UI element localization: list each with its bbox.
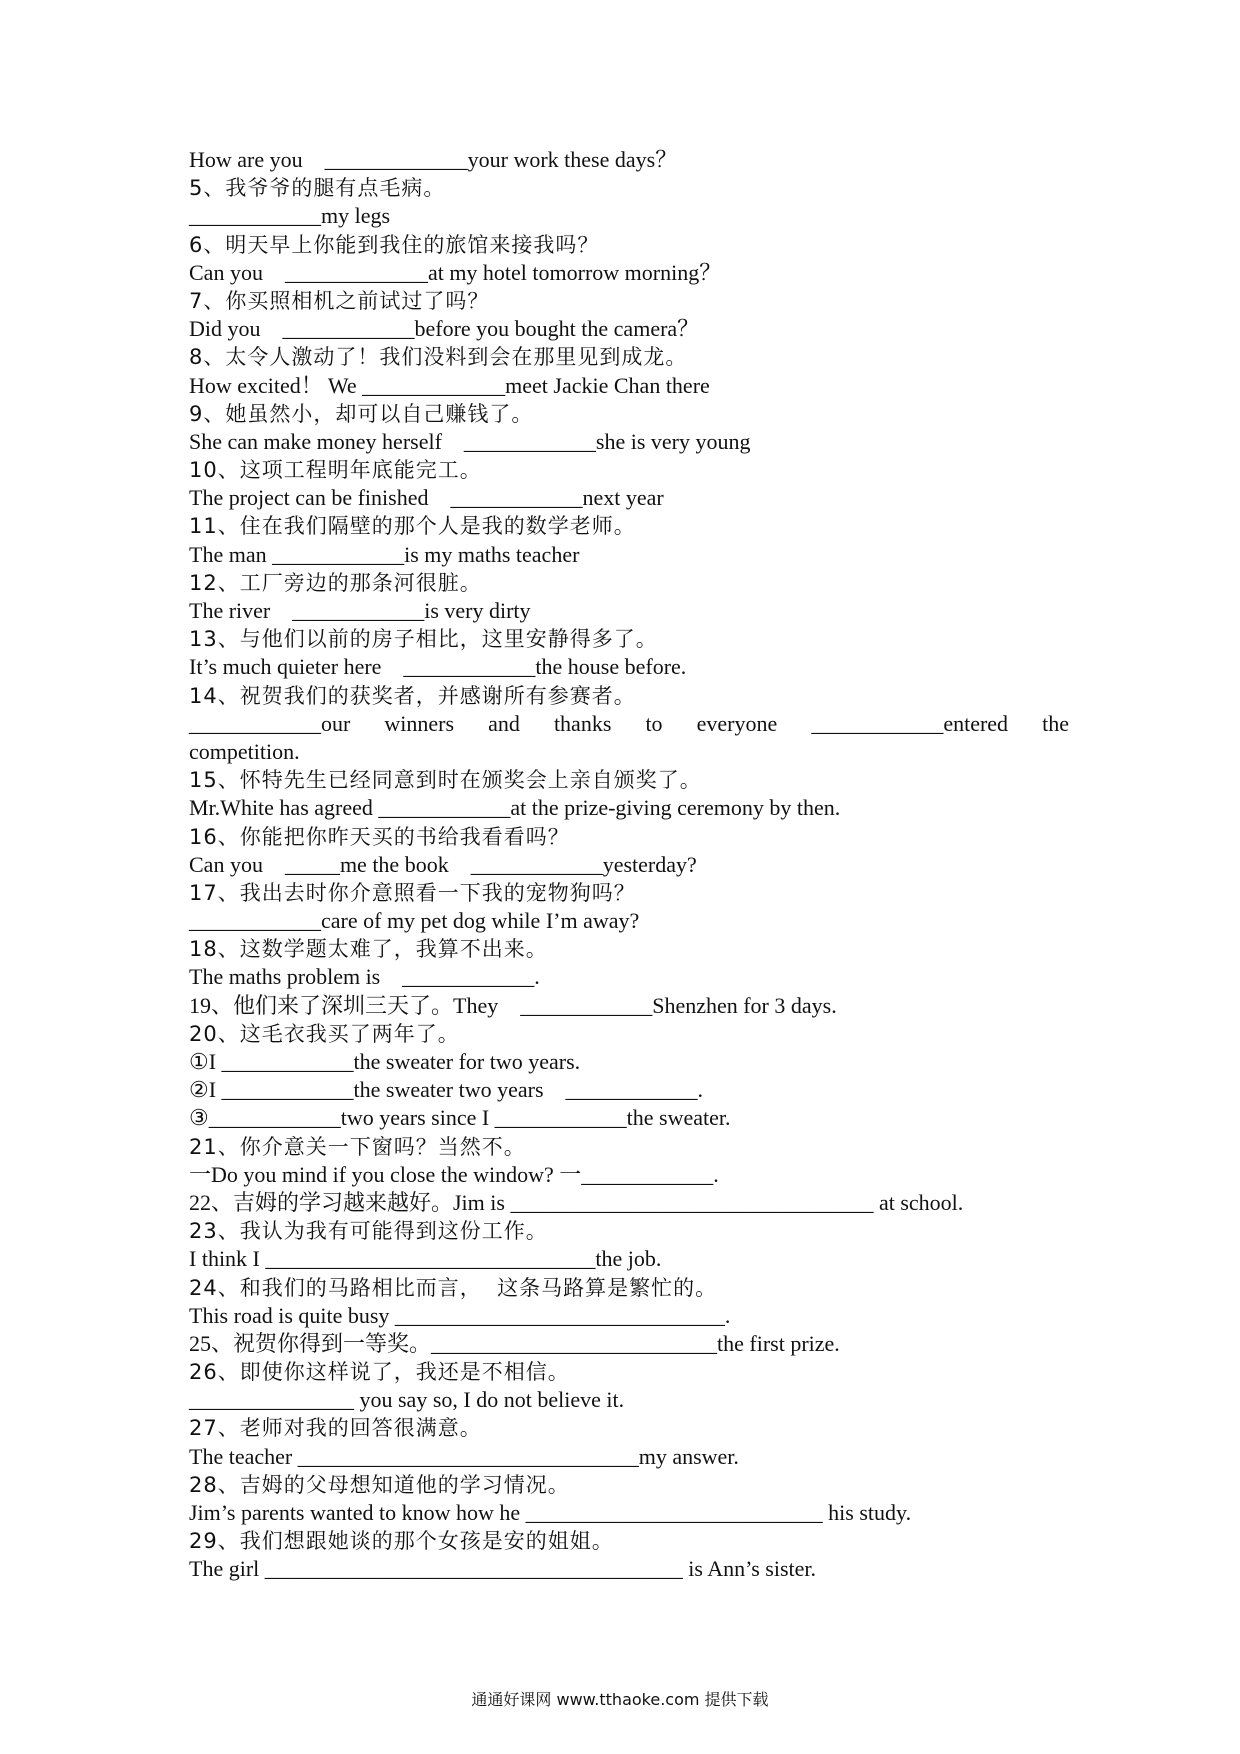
question-22: 22、吉姆的学习越来越好。Jim is _________________________________ at school. xyxy=(189,1189,964,1215)
question-18: 18、这数学题太难了，我算不出来。 xyxy=(189,937,548,962)
question-14: 14、祝贺我们的获奖者，并感谢所有参赛者。 xyxy=(189,683,636,708)
text-line-28: ____________care of my pet dog while I’m away? xyxy=(189,908,640,934)
question-11: 11、住在我们隔壁的那个人是我的数学老师。 xyxy=(189,514,636,539)
question-28: 28、吉姆的父母想知道他的学习情况。 xyxy=(189,1472,570,1497)
text-line-37: 一Do you mind if you close the window? 一____________. xyxy=(189,1161,719,1187)
text-line-42: This road is quite busy ______________________________. xyxy=(189,1302,731,1328)
question-20: 20、这毛衣我买了两年了。 xyxy=(189,1021,460,1046)
exercise-text xyxy=(189,146,1069,1584)
question-24: 24、和我们的马路相比而言， 这条马路算是繁忙的。 xyxy=(189,1275,718,1300)
page-footer: 通通好课网 www.tthaoke.com 提供下载 xyxy=(471,1690,769,1709)
text-line-51: The girl ______________________________________ is Ann’s sister. xyxy=(189,1556,816,1582)
text-line-47: The teacher _______________________________my answer. xyxy=(189,1443,739,1469)
text-line-9: How excited！ We _____________meet Jackie Chan there xyxy=(189,372,710,398)
text-line-34: ②I ____________the sweater two years ____________. xyxy=(189,1077,704,1103)
text-line-49: Jim’s parents wanted to know how he ___________________________ his study. xyxy=(189,1500,912,1525)
text-line-26: Can you _____me the book ____________yesterday? xyxy=(189,851,697,877)
text-line-30: The maths problem is ____________. xyxy=(189,964,540,990)
text-line-3: ____________my legs xyxy=(189,203,391,229)
text-line-33: ①I ____________the sweater for two years. xyxy=(189,1049,581,1074)
text-line-7: Did you ____________before you bought the camera？ xyxy=(189,316,700,342)
text-line-11: She can make money herself ____________she is very young xyxy=(189,428,751,454)
question-9: 9、她虽然小，却可以自己赚钱了。 xyxy=(189,401,534,426)
text-line-24: Mr.White has agreed ____________at the prize-giving ceremony by then. xyxy=(189,795,841,821)
question-10: 10、这项工程明年底能完工。 xyxy=(189,458,482,483)
text-line-15: The man ____________is my maths teacher xyxy=(189,541,580,567)
question-16: 16、你能把你昨天买的书给我看看吗？ xyxy=(189,824,570,849)
text-line-19: It’s much quieter here ____________the house before. xyxy=(189,654,687,680)
text-line-5: Can you _____________at my hotel tomorrow morning？ xyxy=(189,259,722,285)
question-7: 7、你买照相机之前试过了吗？ xyxy=(189,288,490,313)
question-12: 12、工厂旁边的那条河很脏。 xyxy=(189,570,482,595)
question-5: 5、我爷爷的腿有点毛病。 xyxy=(189,176,446,201)
text-line-40: I think I ______________________________the job. xyxy=(189,1246,662,1272)
question-25: 25、祝贺你得到一等奖。__________________________the first prize. xyxy=(189,1330,840,1356)
question-8: 8、太令人激动了！我们没料到会在那里见到成龙。 xyxy=(189,345,688,370)
question-23: 23、我认为我有可能得到这份工作。 xyxy=(189,1219,548,1244)
question-29: 29、我们想跟她谈的那个女孩是安的姐姐。 xyxy=(189,1529,614,1554)
question-15: 15、怀特先生已经同意到时在颁奖会上亲自颁奖了。 xyxy=(189,768,702,793)
question-13: 13、与他们以前的房子相比，这里安静得多了。 xyxy=(189,627,658,652)
text-line-22: competition. xyxy=(189,738,300,764)
text-line-17: The river ____________is very dirty xyxy=(189,598,531,623)
text-line-21: ____________our winners and thanks to everyone ____________entered the xyxy=(189,710,1069,736)
text-line-13: The project can be finished ____________next year xyxy=(189,485,664,511)
text-line-1: How are you _____________your work these days？ xyxy=(189,147,678,172)
question-6: 6、明天早上你能到我住的旅馆来接我吗？ xyxy=(189,232,600,257)
question-21: 21、你介意关一下窗吗？当然不。 xyxy=(189,1134,526,1159)
text-line-45: _______________ you say so, I do not believe it. xyxy=(189,1387,625,1413)
question-17: 17、我出去时你介意照看一下我的宠物狗吗？ xyxy=(189,880,636,905)
question-27: 27、老师对我的回答很满意。 xyxy=(189,1416,482,1441)
text-line-35: ③____________two years since I ____________the sweater. xyxy=(189,1105,731,1131)
question-19: 19、他们来了深圳三天了。They ____________Shenzhen for 3 days. xyxy=(189,992,837,1018)
question-26: 26、即使你这样说了，我还是不相信。 xyxy=(189,1360,570,1385)
